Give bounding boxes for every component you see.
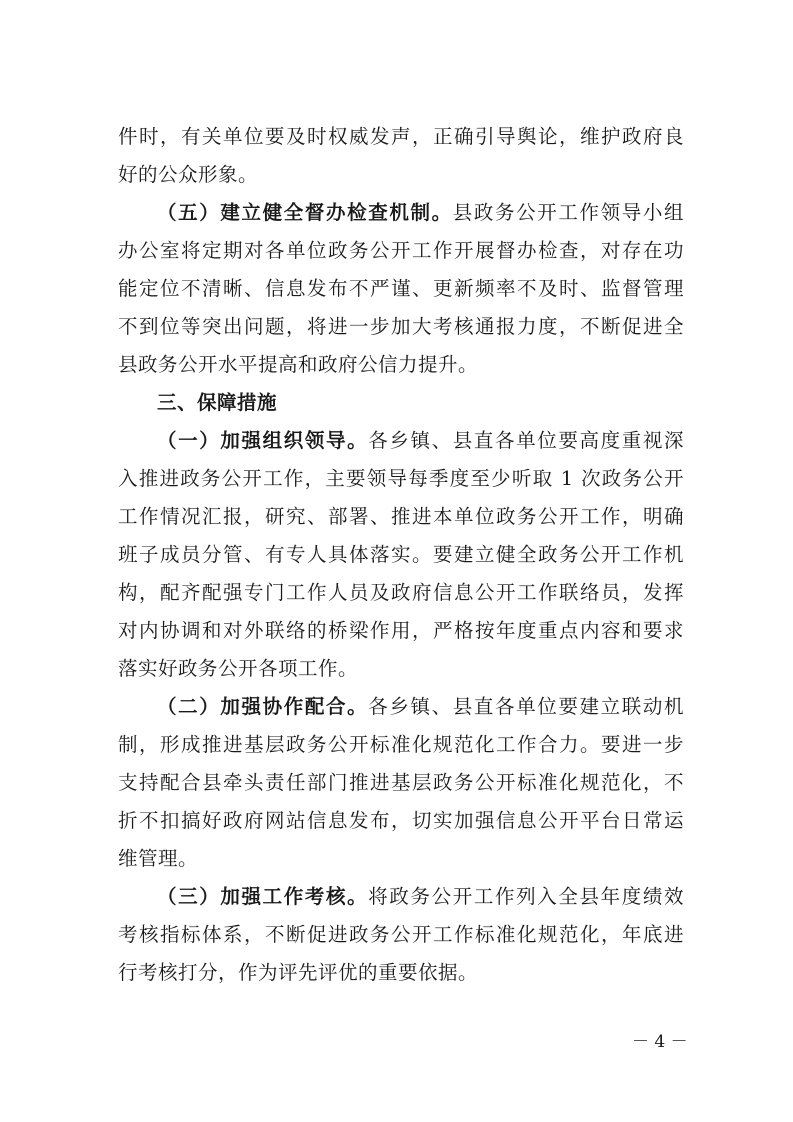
text-line: 工作情况汇报，研究、部署、推进本单位政务公开工作，明确 [118, 505, 684, 528]
text-line: 件时，有关单位要及时权威发声，正确引导舆论，维护政府良 [118, 125, 684, 148]
text-span: 县政务公开工作领导小组 [452, 201, 684, 224]
measure-two-heading: （二）加强协作配合。 [157, 695, 369, 718]
text-line: 入推进政务公开工作，主要领导每季度至少听取 1 次政务公开 [118, 467, 684, 490]
text-line: 落实好政务公开各项工作。 [118, 657, 359, 680]
measure-one-heading: （一）加强组织领导。 [157, 429, 369, 452]
text-line: 制，形成推进基层政务公开标准化规范化工作合力。要进一步 [118, 733, 684, 756]
text-line: 班子成员分管、有专人具体落实。要建立健全政务公开工作机 [118, 543, 684, 566]
page-number: － 4 － [632, 1032, 688, 1052]
text-line: 维管理。 [118, 847, 199, 870]
text-line: 好的公众形象。 [118, 163, 259, 186]
text-span: 将政务公开工作列入全县年度绩效 [368, 885, 684, 908]
text-line: 行考核打分，作为评先评优的重要依据。 [118, 961, 479, 984]
text-line: 折不扣搞好政府网站信息发布，切实加强信息公开平台日常运 [118, 809, 684, 832]
text-line: 考核指标体系，不断促进政务公开工作标准化规范化，年底进 [118, 923, 684, 946]
part-three-heading: 三、保障措施 [157, 391, 278, 414]
text-line: 县政务公开水平提高和政府公信力提升。 [118, 353, 479, 376]
text-span: 各乡镇、县直各单位要建立联动机 [368, 695, 684, 718]
document-body [118, 118, 684, 992]
text-line: 支持配合县牵头责任部门推进基层政务公开标准化规范化，不 [118, 771, 684, 794]
text-span: 各乡镇、县直各单位要高度重视深 [368, 429, 684, 452]
section-five-heading: （五）建立健全督办检查机制。 [157, 201, 453, 224]
measure-two-first-line [118, 688, 684, 726]
text-line: 办公室将定期对各单位政务公开工作开展督办检查，对存在功 [118, 239, 684, 262]
measure-three-first-line [118, 878, 684, 916]
text-line: 不到位等突出问题，将进一步加大考核通报力度，不断促进全 [118, 315, 684, 338]
text-line: 能定位不清晰、信息发布不严谨、更新频率不及时、监督管理 [118, 277, 684, 300]
measure-three-heading: （三）加强工作考核。 [157, 885, 369, 908]
text-line: 构，配齐配强专门工作人员及政府信息公开工作联络员，发挥 [118, 581, 684, 604]
section-five-first-line [118, 194, 684, 232]
text-line: 对内协调和对外联络的桥梁作用，严格按年度重点内容和要求 [118, 619, 684, 642]
measure-one-first-line [118, 422, 684, 460]
